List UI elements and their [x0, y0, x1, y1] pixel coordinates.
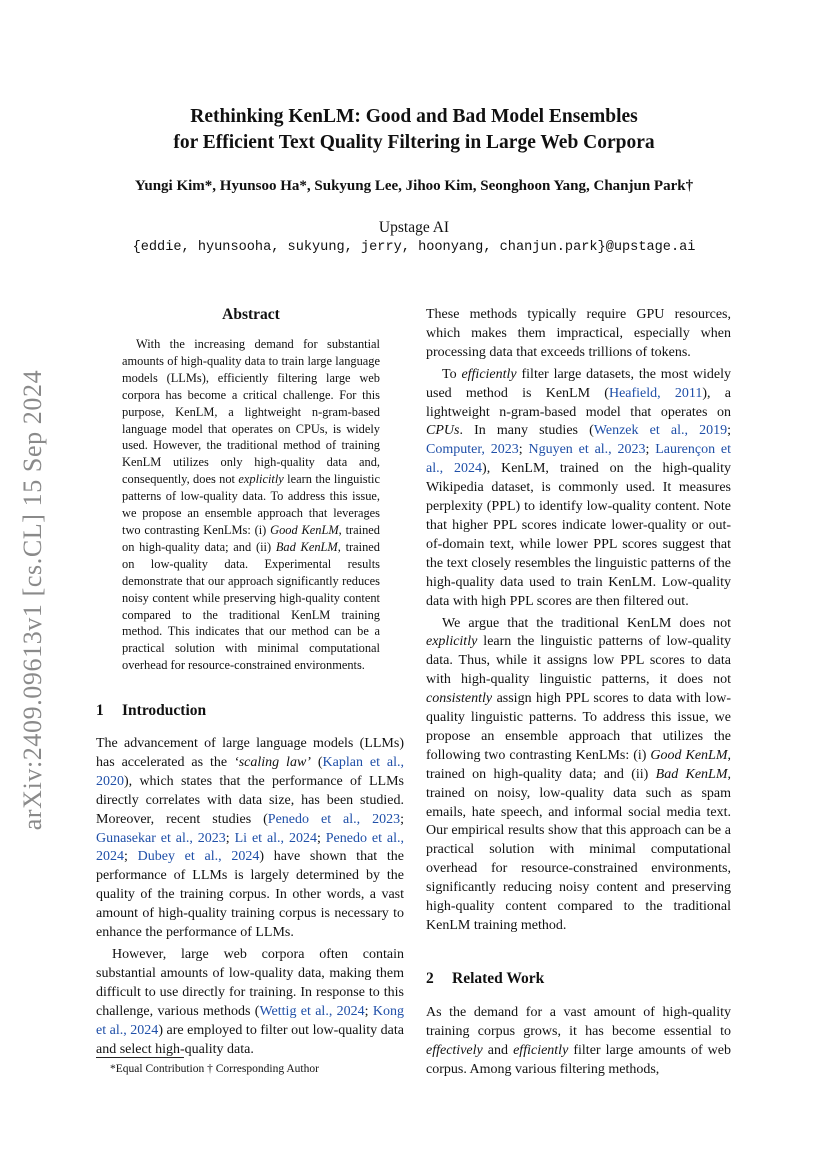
body-text: ( [310, 754, 323, 770]
section-title: Related Work [452, 970, 545, 987]
abstract-text: , trained on high-quality data; and (ii) [122, 522, 380, 554]
abstract-emphasis: explicitly [238, 472, 284, 487]
author-list: Yungi Kim*, Hyunsoo Ha*, Sukyung Lee, Jihoo Kim, Seonghoon Yang, Chanjun Park† [134, 178, 694, 194]
body-emphasis: consistently [426, 691, 493, 707]
citation-link[interactable]: Li et al., 2024 [234, 830, 317, 846]
citation-link[interactable]: Dubey et al., 2024 [137, 849, 260, 865]
citation-separator: ; [727, 423, 731, 439]
citation-link[interactable]: Nguyen et al., 2023 [528, 442, 646, 458]
body-emphasis: efficiently [513, 1042, 569, 1058]
footnote: *Equal Contribution † Corresponding Author [110, 1063, 319, 1075]
body-text: ), KenLM, trained on the high-quality Wikipedia dataset, is commonly used. It measures perplexity (PPL) to identify low-quality content. Note that higher PPL scores indicate lower-quality or out-of-domain text, while lower PPL scores suggest that the text closely resembles the linguistic patterns of the high-quality data used to train KenLM. Low-quality data with high PPL scores are then filtered out. [426, 461, 731, 609]
arxiv-identifier: arXiv:2409.09613v1 [cs.CL] 15 Sep 2024 [18, 369, 47, 831]
intro-heading [96, 702, 206, 720]
intro-paragraph-2 [96, 946, 404, 1059]
body-text: We argue that the traditional KenLM does not [442, 615, 731, 631]
title-line-1: Rethinking KenLM: Good and Bad Model Ensembles [190, 106, 638, 127]
intro-paragraph-1 [96, 735, 404, 943]
section-number: 1 [96, 702, 104, 719]
citation-separator: ; [400, 811, 405, 827]
citation-separator: ; [225, 830, 235, 846]
citation-separator: ; [364, 1003, 373, 1019]
citation-link[interactable]: Wenzek et al., 2019 [593, 423, 728, 439]
abstract-emphasis: Bad KenLM [275, 539, 338, 554]
body-text: filter large datasets, the most widely used method is KenLM ( [426, 366, 731, 401]
citation-link[interactable]: Laurençon et al., 2024 [426, 442, 732, 477]
related-work-body [426, 1004, 731, 1083]
right-paragraph-2 [426, 615, 731, 936]
right-column-body [426, 306, 731, 939]
body-text: filter large amounts of web corpus. Among various filtering methods, [426, 1042, 731, 1077]
body-text: ), which states that the performance of LLMs directly correlates with data size, has been studied. Moreover, recent studies ( [96, 773, 404, 827]
citation-separator: ; [316, 830, 326, 846]
body-text: To [442, 366, 462, 382]
abstract-text: With the increasing demand for substantial amounts of high-quality data to train large language models (LLMs), efficiently filtering large web corpora has become a critical challenge. For this purpose, KenLM, a lightweight n-gram-based language model that operates on CPUs, is widely used. However, the traditional method of training KenLM utilizes only high-quality data and, consequently, does not [122, 337, 380, 487]
abstract-paragraph [122, 336, 380, 674]
body-text: learn the linguistic patterns of low-quality data. Thus, while it assigns low PPL scores to data with high-quality linguistic patterns, it does not [426, 634, 731, 688]
body-text: ) are employed to filter out low-quality data and select high-quality data. [96, 1022, 404, 1057]
affiliation: Upstage AI [378, 219, 450, 236]
abstract-body [122, 336, 380, 674]
related-paragraph-1 [426, 1004, 731, 1080]
citation-link[interactable]: Penedo et al., 2023 [267, 811, 401, 827]
citation-link[interactable]: Heafield, 2011 [608, 385, 703, 401]
citation-link[interactable]: Computer, 2023 [426, 442, 519, 458]
footnote-rule [96, 1057, 184, 1058]
body-emphasis: CPUs [426, 423, 460, 439]
body-emphasis: ‘scaling law’ [234, 754, 311, 770]
body-text: , trained on noisy, low-quality data such as spam emails, hate speech, and informal social media text. Our empirical results show that this approach can be a practical solution with minimal computational overhead for resource-constrained environments, significantly reducing noisy content and preserving high-quality content compared to the traditional KenLM training method. [426, 766, 731, 933]
body-text: ) have shown that the performance of LLMs is largely determined by the quality of the training corpus. In other words, a vast amount of high-quality training corpus is necessary to enhance the performance of LLMs. [96, 849, 405, 941]
right-paragraph-1 [426, 366, 731, 612]
body-emphasis: Bad KenLM [655, 766, 728, 782]
citation-separator: ; [124, 849, 138, 865]
body-emphasis: effectively [426, 1042, 483, 1058]
arxiv-sidebar [8, 350, 58, 850]
citation-link[interactable]: Kaplan et al., 2020 [96, 754, 404, 789]
citation-link[interactable]: Penedo et al., 2024 [96, 830, 404, 865]
author-emails: {eddie, hyunsooha, sukyung, jerry, hoonyang, chanjun.park}@upstage.ai [132, 240, 696, 255]
body-text: As the demand for a vast amount of high-quality training corpus grows, it has become essential to [426, 1005, 731, 1039]
section-title: Introduction [122, 702, 207, 719]
body-emphasis: efficiently [461, 366, 517, 382]
citation-link[interactable]: Wettig et al., 2024 [259, 1003, 365, 1019]
abstract-emphasis: Good KenLM [270, 522, 339, 537]
related-work-heading [426, 970, 544, 988]
citation-separator: ; [518, 442, 529, 458]
body-emphasis: Good KenLM [650, 747, 728, 763]
body-emphasis: explicitly [426, 634, 478, 650]
section-number: 2 [426, 970, 434, 987]
right-paragraph-0: These methods typically require GPU resources, which makes them impractical, especially when processing data that exceeds trillions of tokens. [426, 307, 731, 360]
body-text: . In many studies ( [459, 423, 594, 439]
citation-link[interactable]: Gunasekar et al., 2023 [96, 830, 226, 846]
title-line-2: for Efficient Text Quality Filtering in Large Web Corpora [173, 132, 655, 153]
citation-link[interactable]: Kong et al., 2024 [96, 1003, 405, 1038]
paper-title [90, 104, 738, 156]
intro-body [96, 735, 404, 1062]
body-text: assign high PPL scores to data with low-quality linguistic patterns. To address this issue, we propose an ensemble approach that utilizes the following two contrasting KenLMs: (i) [426, 691, 731, 763]
citation-separator: ; [645, 442, 656, 458]
body-text: However, large web corpora often contain substantial amounts of low-quality data, making them difficult to use directly for training. In response to this challenge, various methods ( [96, 946, 404, 1019]
body-text: ), a lightweight n-gram-based model that operates on [426, 385, 731, 420]
body-text: , trained on high-quality data; and (ii) [426, 747, 731, 782]
abstract-text: , trained on low-quality data. Experimental results demonstrate that our approach significantly reduces noisy content while preserving high-quality content compared to the traditional KenLM training method. This indicates that our method can be a practical solution with minimal computational overhead for resource-constrained environments. [122, 539, 380, 673]
body-text: and [482, 1042, 514, 1058]
abstract-heading: Abstract [222, 306, 280, 323]
abstract-text: learn the linguistic patterns of low-quality data. To address this issue, we propose an ensemble approach that leverages two contrasting KenLMs: (i) [122, 472, 380, 537]
body-text: The advancement of large language models (LLMs) has accelerated as the [96, 736, 404, 770]
